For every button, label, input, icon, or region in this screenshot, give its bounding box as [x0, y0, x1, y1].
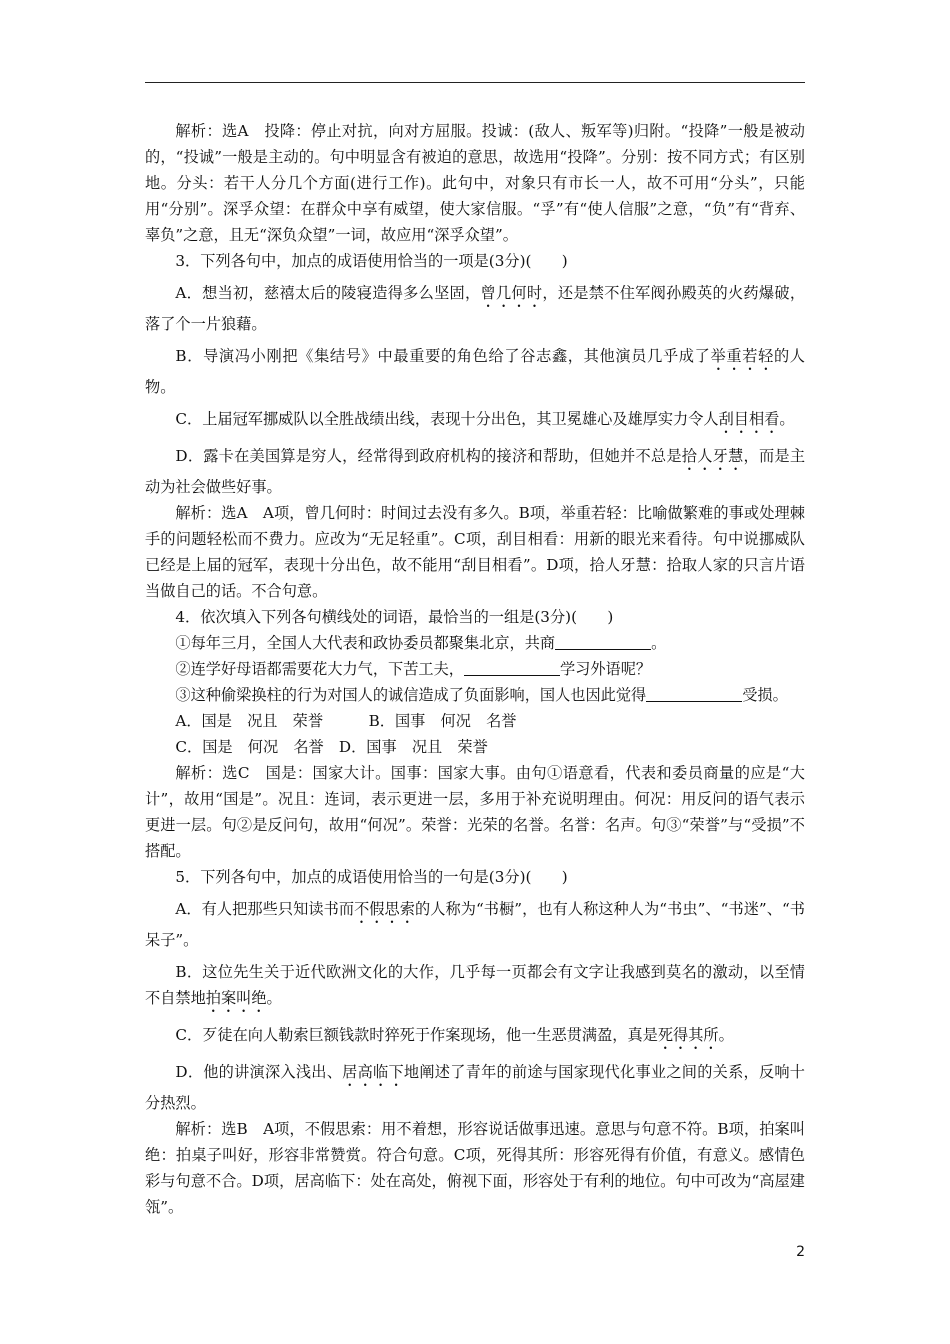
header-rule: [145, 82, 805, 83]
dotted-idiom: 曾几何时: [480, 284, 543, 302]
dotted-idiom: 不假思索: [354, 900, 416, 918]
analysis-paragraph: 解析：选A 投降：停止对抗，向对方屈服。投诚：(敌人、叛军等)归附。“投降”一般是被动的，“投诚”一般是主动的。句中明显含有被迫的意思，故选用“投降”。分别：按不同方式；有区别地。分头：若干人分几个方面(进行工作)。此句中，对象只有市长一人，故不可用“分头”，只能用“分别”。深孚众望：在群众中享有威望，使大家信服。“孚”有“使人信服”之意，“负”有“背弃、辜负”之意，且无“深负众望”一词，故应用“深孚众望”。: [145, 122, 805, 244]
question-5-option-a: A．有人把那些只知读书而不假思索的人称为“书橱”，也有人称这种人为“书虫”、“书迷”、“书呆子”。: [145, 900, 805, 949]
question-5-option-c: C．歹徒在向人勒索巨额钱款时猝死于作案现场，他一生恶贯满盈，真是死得其所。: [175, 1026, 734, 1044]
dotted-idiom: 居高临下: [342, 1063, 404, 1081]
dotted-idiom: 举重若轻: [710, 347, 774, 365]
dotted-idiom: 拍案叫绝: [205, 989, 267, 1007]
question-4-options-cd: C．国是 何况 名誉 D．国事 况且 荣誉: [175, 738, 488, 756]
question-4-stem: 4．依次填入下列各句横线处的词语，最恰当的一组是(3分)( ): [175, 608, 614, 626]
question-3-option-a: A．想当初，慈禧太后的陵寝造得多么坚固，曾几何时，还是禁不住军阀孙殿英的火药爆破，落了个一片狼藉。: [145, 284, 806, 333]
dotted-idiom: 死得其所: [657, 1026, 719, 1044]
question-3-analysis: 解析：选A A项，曾几何时：时间过去没有多久。B项，举重若轻：比喻做繁难的事或处理棘手的问题轻松而不费力。应改为“无足轻重”。C项，刮目相看：用新的眼光来看待。句中说挪威队已经是上届的冠军，表现十分出色，故不能用“刮目相看”。D项，拾人牙慧：拾取人家的只言片语当做自己的话。不合句意。: [145, 504, 805, 600]
question-3-option-c: C．上届冠军挪威队以全胜战绩出线，表现十分出色，其卫冕雄心及雄厚实力令人刮目相看。: [175, 410, 795, 428]
question-3-option-d: D．露卡在美国算是穷人，经常得到政府机构的接济和帮助，但她并不总是拾人牙慧，而是主动为社会做些好事。: [145, 447, 806, 496]
question-5-option-b: B．这位先生关于近代欧洲文化的大作，几乎每一页都会有文字让我感到莫名的激动，以至情不自禁地拍案叫绝。: [145, 963, 805, 1007]
page-number: 2: [796, 1244, 805, 1260]
fill-blank: [464, 660, 560, 676]
question-3-option-b: B．导演冯小刚把《集结号》中最重要的角色给了谷志鑫，其他演员几乎成了举重若轻的人物。: [145, 347, 805, 396]
dotted-idiom: 刮目相看: [718, 410, 780, 428]
document-body: [145, 118, 805, 1220]
fill-blank: [555, 634, 651, 650]
question-4-sentence-3: ③这种偷梁换柱的行为对国人的诚信造成了负面影响，国人也因此觉得 受损。: [175, 686, 788, 704]
question-3-stem: 3．下列各句中，加点的成语使用恰当的一项是(3分)( ): [175, 252, 568, 270]
dotted-idiom: 拾人牙慧: [681, 447, 744, 465]
question-4-analysis: 解析：选C 国是：国家大计。国事：国家大事。由句①语意看，代表和委员商量的应是“大计”，故用“国是”。况且：连词，表示更进一层，多用于补充说明理由。何况：用反问的语气表示更进一层。句②是反问句，故用“何况”。荣誉：光荣的名誉。名誉：名声。句③“荣誉”与“受损”不搭配。: [145, 764, 805, 860]
question-5-stem: 5．下列各句中，加点的成语使用恰当的一句是(3分)( ): [175, 868, 568, 886]
question-4-sentence-1: ①每年三月，全国人大代表和政协委员都聚集北京，共商 。: [175, 634, 667, 652]
question-5-analysis: 解析：选B A项，不假思索：用不着想，形容说话做事迅速。意思与句意不符。B项，拍案叫绝：拍桌子叫好，形容非常赞赏。符合句意。C项，死得其所：形容死得有价值，有意义。感情色彩与句意不合。D项，居高临下：处在高处，俯视下面，形容处于有利的地位。句中可改为“高屋建瓴”。: [145, 1120, 805, 1216]
fill-blank: [646, 686, 742, 702]
question-4-options-ab: A．国是 况且 荣誉 B．国事 何况 名誉: [175, 712, 517, 730]
question-5-option-d: D．他的讲演深入浅出、居高临下地阐述了青年的前途与国家现代化事业之间的关系，反响十分热烈。: [145, 1063, 805, 1112]
question-4-sentence-2: ②连学好母语都需要花大力气，下苦工夫， 学习外语呢？: [175, 660, 652, 678]
